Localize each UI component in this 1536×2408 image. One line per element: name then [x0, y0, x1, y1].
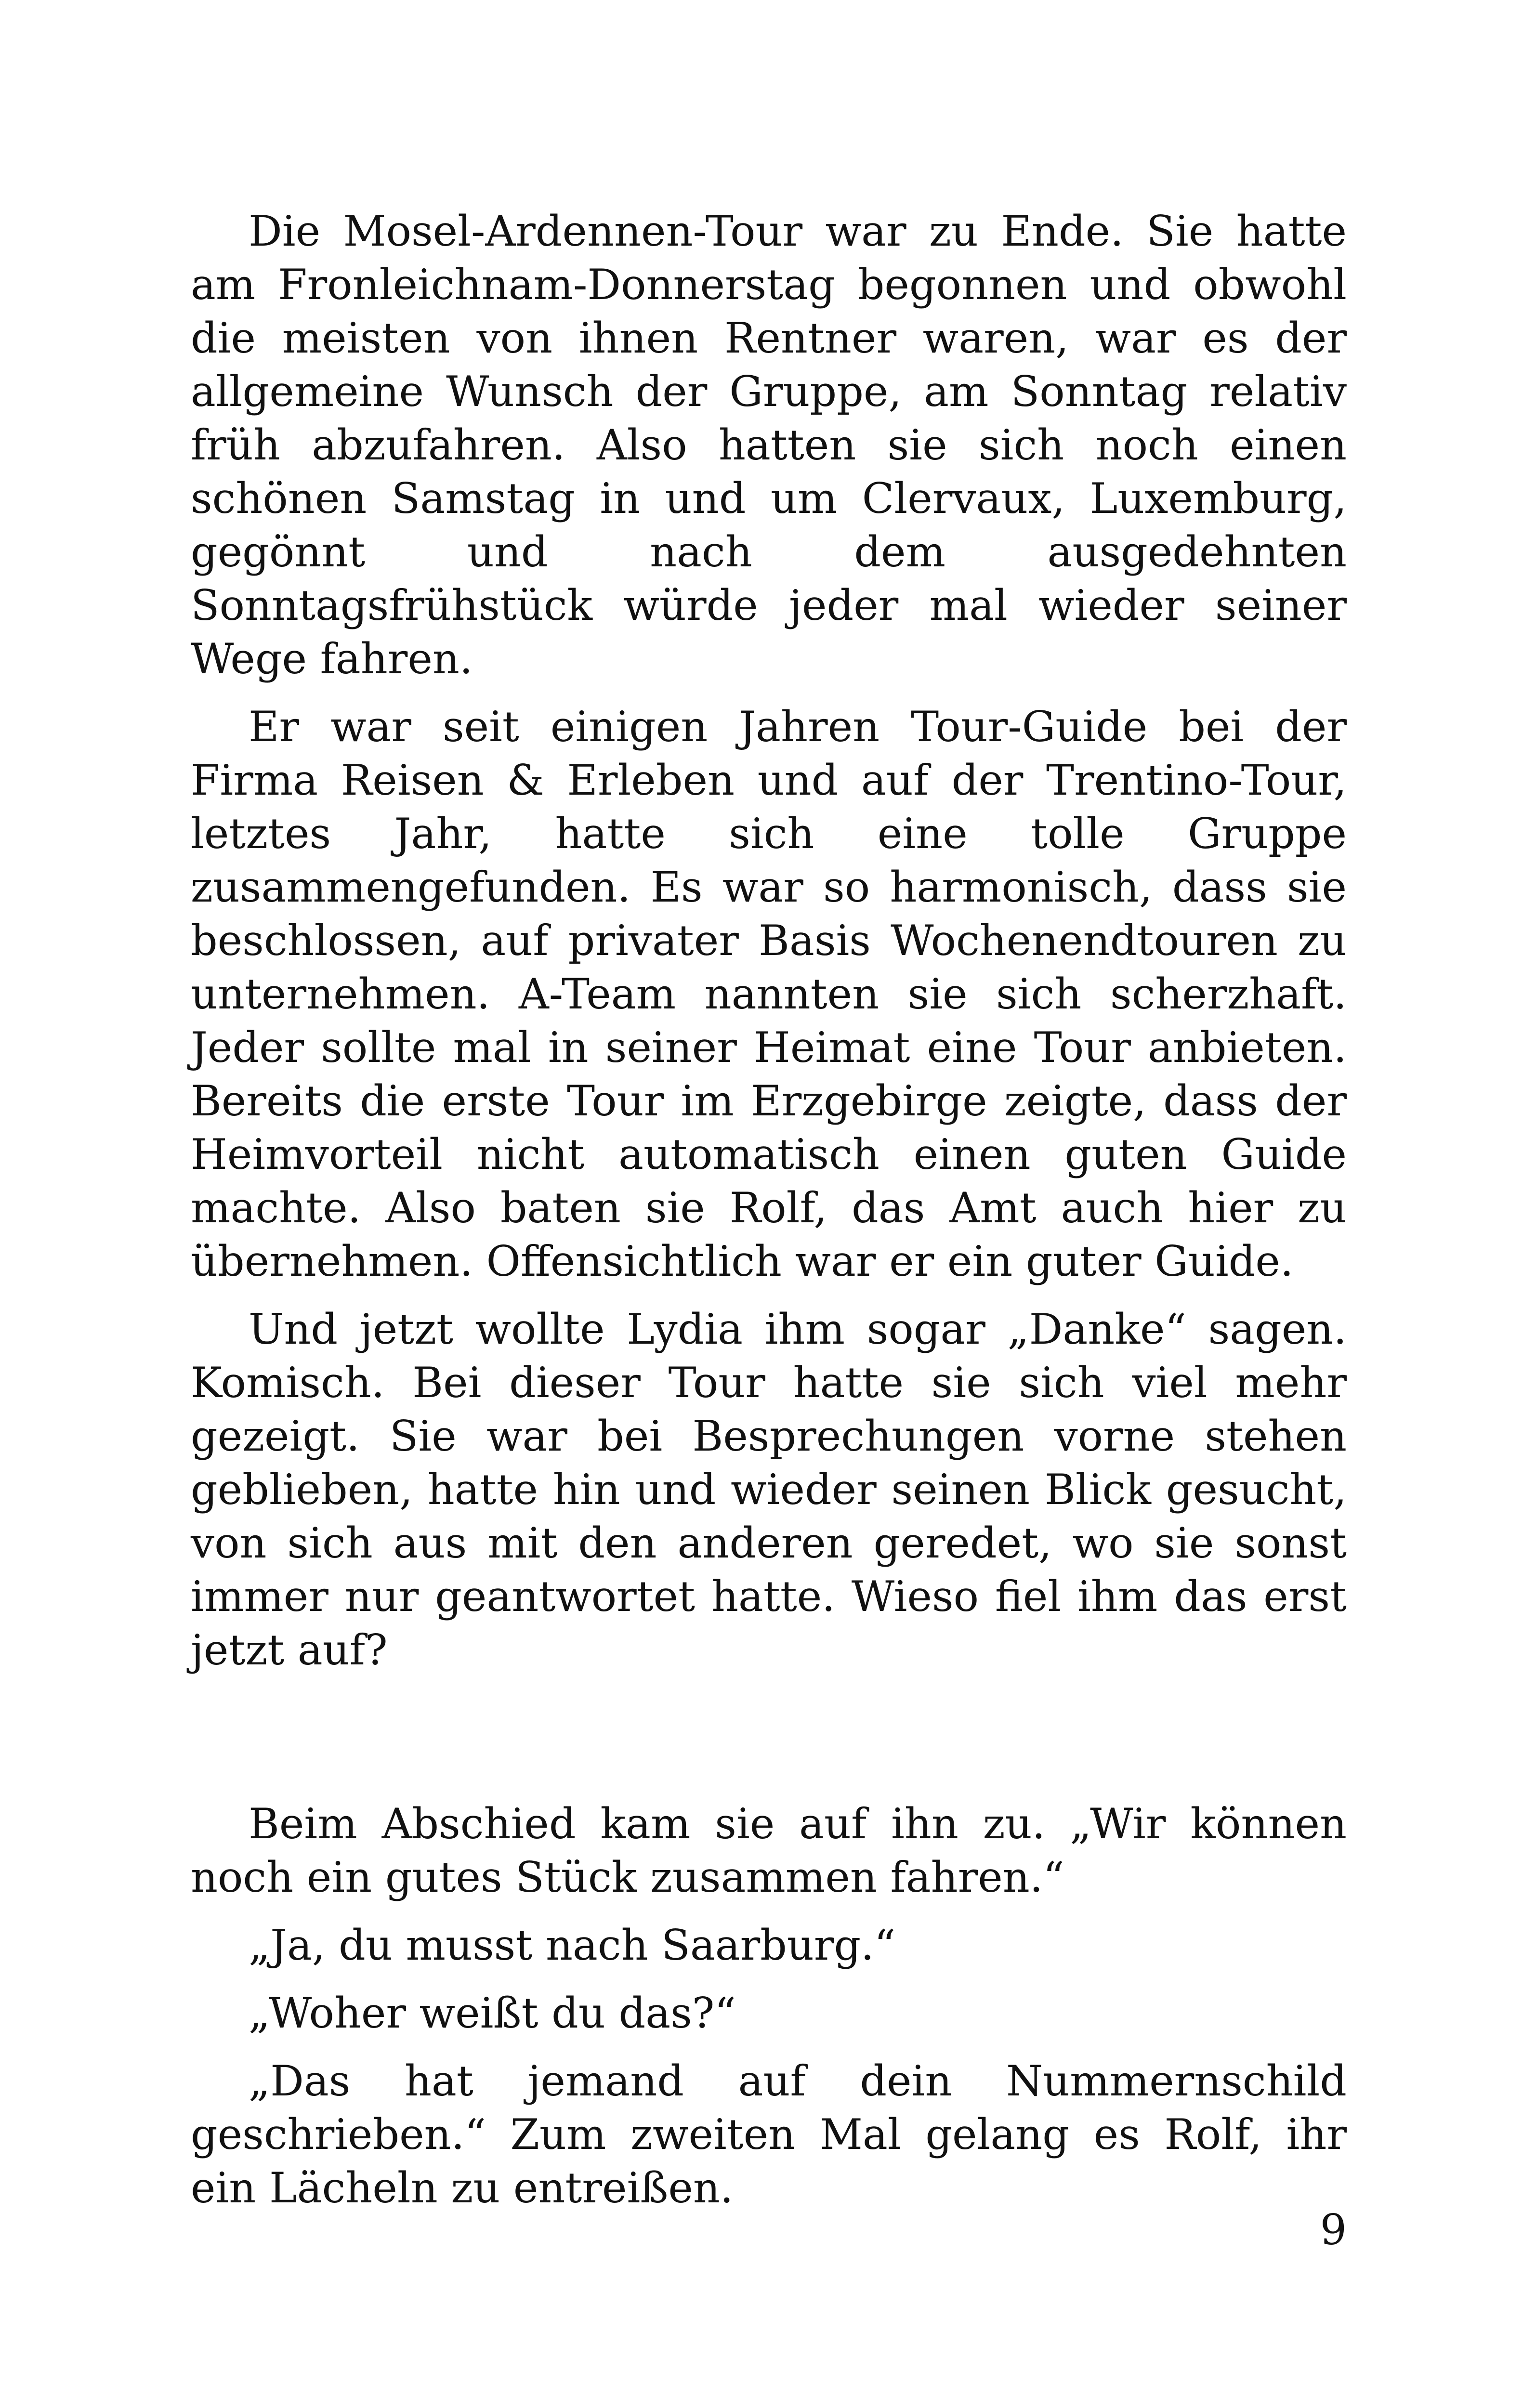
paragraph-2: Er war seit einigen Jahren Tour-Guide bei der Firma Reisen & Erleben und auf der Trentino-Tour, letztes Jahr, hatte sich eine tolle Gruppe zusammengefunden. Es war so harmonisch, dass sie beschlossen, auf privater Basis Wochenendtouren zu unternehmen. A-Team nannten sie sich scherzhaft. Jeder sollte mal in seiner Heimat eine Tour anbieten. Bereits die erste Tour im Erzgebirge zeigte, dass der Heimvorteil nicht automatisch einen guten Guide machte. Also baten sie Rolf, das Amt auch hier zu übernehmen. Offensichtlich war er ein guter Guide.	[191, 702, 1347, 1286]
paragraph-6: „Woher weißt du das?“	[249, 1989, 736, 2038]
paragraph-5: „Ja, du musst nach Saarburg.“	[249, 1921, 896, 1970]
body-text	[191, 205, 1347, 2229]
paragraph-4: Beim Abschied kam sie auf ihn zu. „Wir können noch ein gutes Stück zusammen fahren.“	[191, 1799, 1347, 1902]
paragraph-1: Die Mosel-Ardennen-Tour war zu Ende. Sie hatte am Fronleichnam-Donnerstag begonnen und obwohl die meisten von ihnen Rentner waren, war es der allgemeine Wunsch der Gruppe, am Sonntag relativ früh abzufahren. Also hatten sie sich noch einen schönen Samstag in und um Clervaux, Luxemburg, gegönnt und nach dem ausgedehnten Sonntagsfrühstück würde jeder mal wieder seiner Wege fahren.	[191, 207, 1347, 683]
paragraph-7: „Das hat jemand auf dein Nummernschild geschrieben.“ Zum zweiten Mal gelang es Rolf, ihr ein Lächeln zu entreißen.	[191, 2056, 1347, 2212]
page-number: 9	[1320, 2205, 1347, 2254]
paragraph-3: Und jetzt wollte Lydia ihm sogar „Danke“ sagen. Komisch. Bei dieser Tour hatte sie sich viel mehr gezeigt. Sie war bei Besprechungen vorne stehen geblieben, hatte hin und wieder seinen Blick gesucht, von sich aus mit den anderen geredet, wo sie sonst immer nur geantwortet hatte. Wieso fiel ihm das erst jetzt auf?	[191, 1305, 1347, 1675]
